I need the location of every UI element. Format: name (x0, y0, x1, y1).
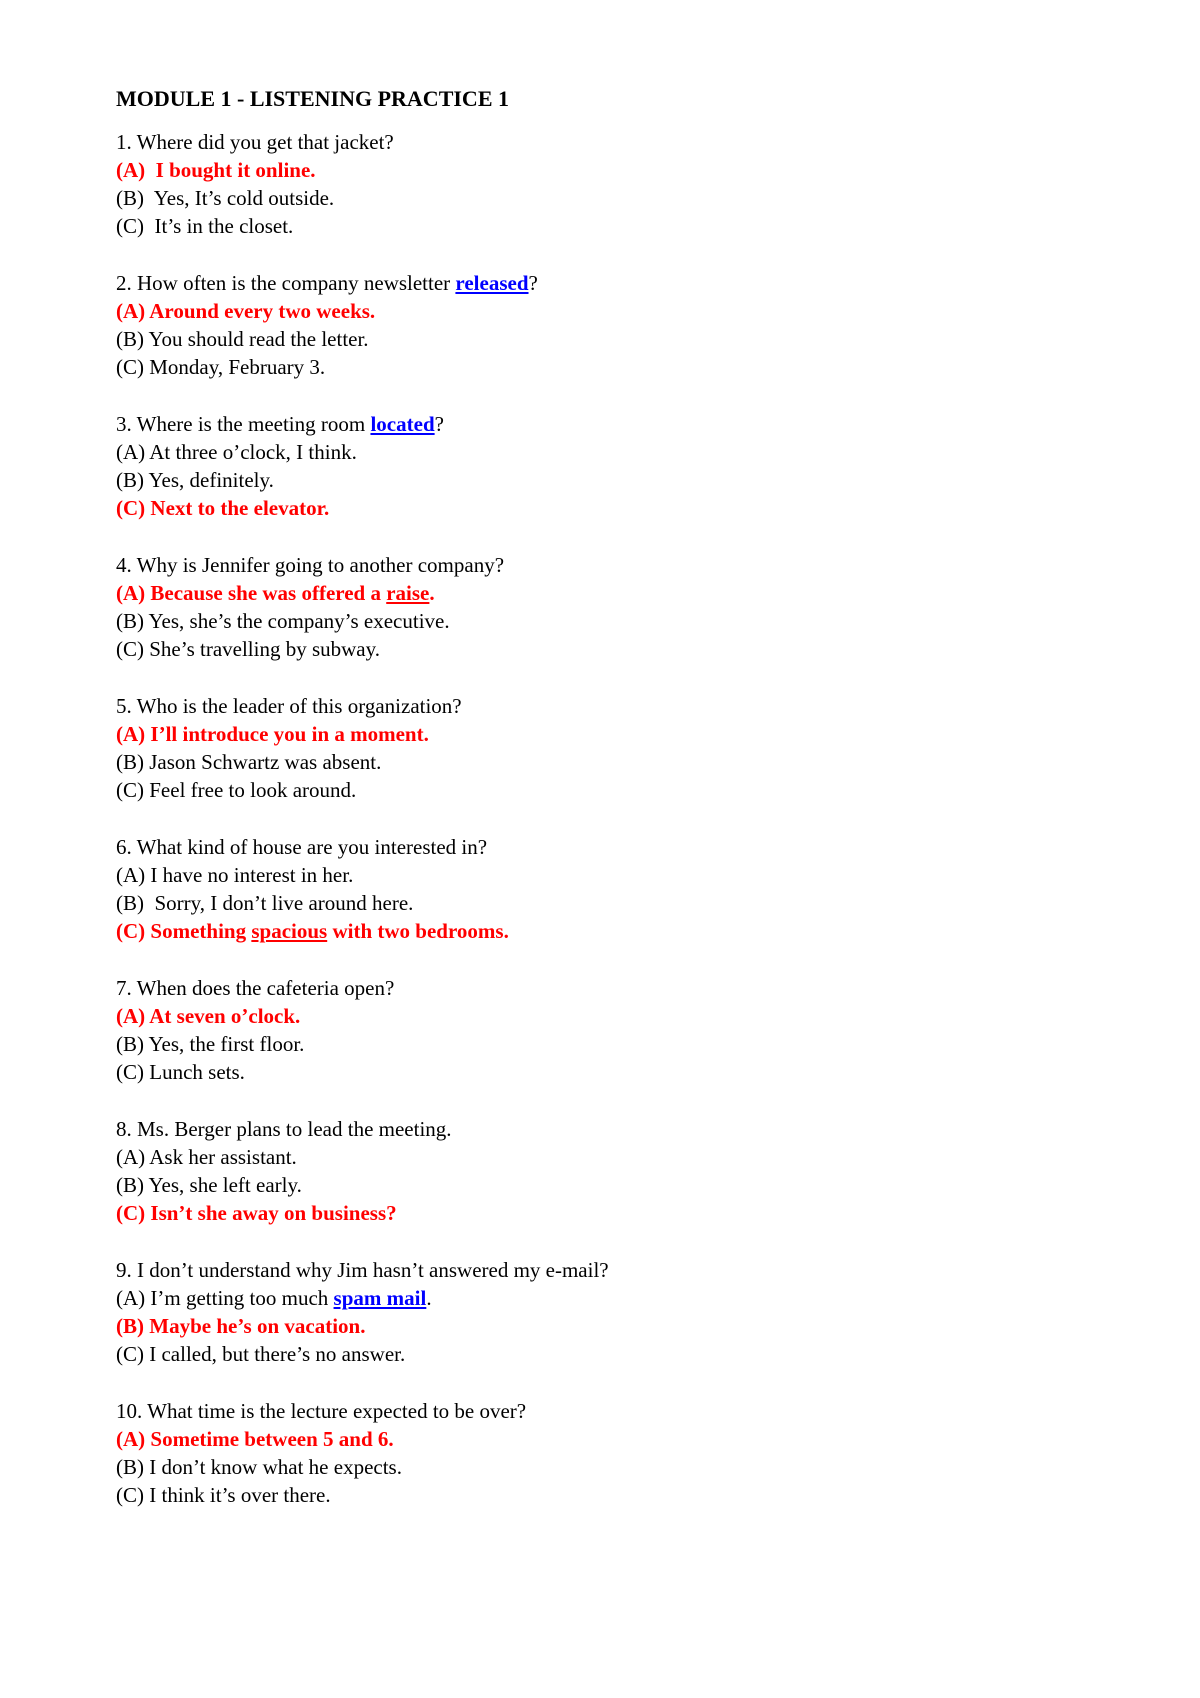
text-run: (B) Yes, she left early. (116, 1173, 302, 1197)
answer-option (116, 438, 1116, 466)
answer-option (116, 1481, 1116, 1509)
answer-option (116, 889, 1116, 917)
question-3 (116, 410, 1116, 522)
text-run: (B) Maybe he’s on vacation. (116, 1314, 366, 1338)
underlined-word: spacious (251, 919, 328, 943)
vocab-link[interactable]: located (370, 412, 435, 436)
question-prompt (116, 692, 1116, 720)
text-run: (A) I bought it online. (116, 158, 316, 182)
question-10 (116, 1397, 1116, 1509)
question-8 (116, 1115, 1116, 1227)
text-run: (A) Sometime between 5 and 6. (116, 1427, 394, 1451)
vocab-link[interactable]: released (455, 271, 529, 295)
text-run: ? (528, 271, 538, 295)
text-run: 10. What time is the lecture expected to be over? (116, 1399, 527, 1423)
text-run: (C) Isn’t she away on business? (116, 1201, 397, 1225)
text-run: (A) At three o’clock, I think. (116, 440, 357, 464)
answer-option (116, 1030, 1116, 1058)
text-run: 2. How often is the company newsletter (116, 271, 456, 295)
question-prompt (116, 410, 1116, 438)
text-run: 1. Where did you get that jacket? (116, 130, 394, 154)
question-7 (116, 974, 1116, 1086)
question-9 (116, 1256, 1116, 1368)
vocab-link[interactable]: spam mail (333, 1286, 427, 1310)
underlined-word: raise (386, 581, 430, 605)
text-run: (A) Around every two weeks. (116, 299, 376, 323)
text-run: with two bedrooms. (327, 919, 509, 943)
text-run: (A) I’ll introduce you in a moment. (116, 722, 429, 746)
correct-answer-option (116, 720, 1116, 748)
text-run: 3. Where is the meeting room (116, 412, 371, 436)
question-prompt (116, 1115, 1116, 1143)
text-run: 6. What kind of house are you interested in? (116, 835, 488, 859)
page-title: MODULE 1 - LISTENING PRACTICE 1 (116, 86, 509, 111)
correct-answer-option (116, 156, 1116, 184)
answer-option (116, 1284, 1116, 1312)
answer-option (116, 607, 1116, 635)
answer-option (116, 353, 1116, 381)
answer-option (116, 1340, 1116, 1368)
text-run: (A) I’m getting too much (116, 1286, 334, 1310)
question-prompt (116, 833, 1116, 861)
answer-option (116, 635, 1116, 663)
text-run: (A) At seven o’clock. (116, 1004, 301, 1028)
text-run: . (426, 1286, 432, 1310)
answer-option (116, 776, 1116, 804)
text-run: (C) Next to the elevator. (116, 496, 330, 520)
document-page (116, 84, 1116, 1538)
text-run: (C) Monday, February 3. (116, 355, 326, 379)
question-prompt (116, 269, 1116, 297)
question-1 (116, 128, 1116, 240)
answer-option (116, 1171, 1116, 1199)
answer-option (116, 212, 1116, 240)
text-run: (C) It’s in the closet. (116, 214, 294, 238)
text-run: 7. When does the cafeteria open? (116, 976, 395, 1000)
question-prompt (116, 1397, 1116, 1425)
question-prompt (116, 551, 1116, 579)
correct-answer-option (116, 1312, 1116, 1340)
answer-option (116, 466, 1116, 494)
text-run: (C) Lunch sets. (116, 1060, 245, 1084)
answer-option (116, 184, 1116, 212)
answer-option (116, 861, 1116, 889)
answer-option (116, 1058, 1116, 1086)
text-run: (B) You should read the letter. (116, 327, 369, 351)
text-run: ? (434, 412, 444, 436)
correct-answer-option (116, 1425, 1116, 1453)
text-run: (B) Yes, It’s cold outside. (116, 186, 335, 210)
text-run: (C) Feel free to look around. (116, 778, 357, 802)
text-run: 9. I don’t understand why Jim hasn’t answered my e-mail? (116, 1258, 609, 1282)
text-run: (C) I think it’s over there. (116, 1483, 331, 1507)
correct-answer-option (116, 494, 1116, 522)
text-run: (C) Something (116, 919, 252, 943)
question-prompt (116, 128, 1116, 156)
text-run: 5. Who is the leader of this organization? (116, 694, 462, 718)
correct-answer-option (116, 1002, 1116, 1030)
question-4 (116, 551, 1116, 663)
answer-option (116, 325, 1116, 353)
correct-answer-option (116, 917, 1116, 945)
text-run: (B) Jason Schwartz was absent. (116, 750, 382, 774)
question-prompt (116, 1256, 1116, 1284)
correct-answer-option (116, 1199, 1116, 1227)
text-run: (A) Ask her assistant. (116, 1145, 297, 1169)
text-run: 8. Ms. Berger plans to lead the meeting. (116, 1117, 452, 1141)
text-run: (B) Yes, definitely. (116, 468, 274, 492)
correct-answer-option (116, 297, 1116, 325)
question-list (116, 128, 1116, 1509)
text-run: . (429, 581, 435, 605)
question-6 (116, 833, 1116, 945)
text-run: (C) I called, but there’s no answer. (116, 1342, 406, 1366)
text-run: (A) Because she was offered a (116, 581, 387, 605)
question-5 (116, 692, 1116, 804)
text-run: 4. Why is Jennifer going to another company? (116, 553, 505, 577)
text-run: (B) Yes, the first floor. (116, 1032, 305, 1056)
answer-option (116, 1143, 1116, 1171)
answer-option (116, 748, 1116, 776)
answer-option (116, 1453, 1116, 1481)
text-run: (B) Sorry, I don’t live around here. (116, 891, 414, 915)
text-run: (B) Yes, she’s the company’s executive. (116, 609, 450, 633)
correct-answer-option (116, 579, 1116, 607)
text-run: (C) She’s travelling by subway. (116, 637, 381, 661)
text-run: (A) I have no interest in her. (116, 863, 354, 887)
question-prompt (116, 974, 1116, 1002)
text-run: (B) I don’t know what he expects. (116, 1455, 402, 1479)
question-2 (116, 269, 1116, 381)
